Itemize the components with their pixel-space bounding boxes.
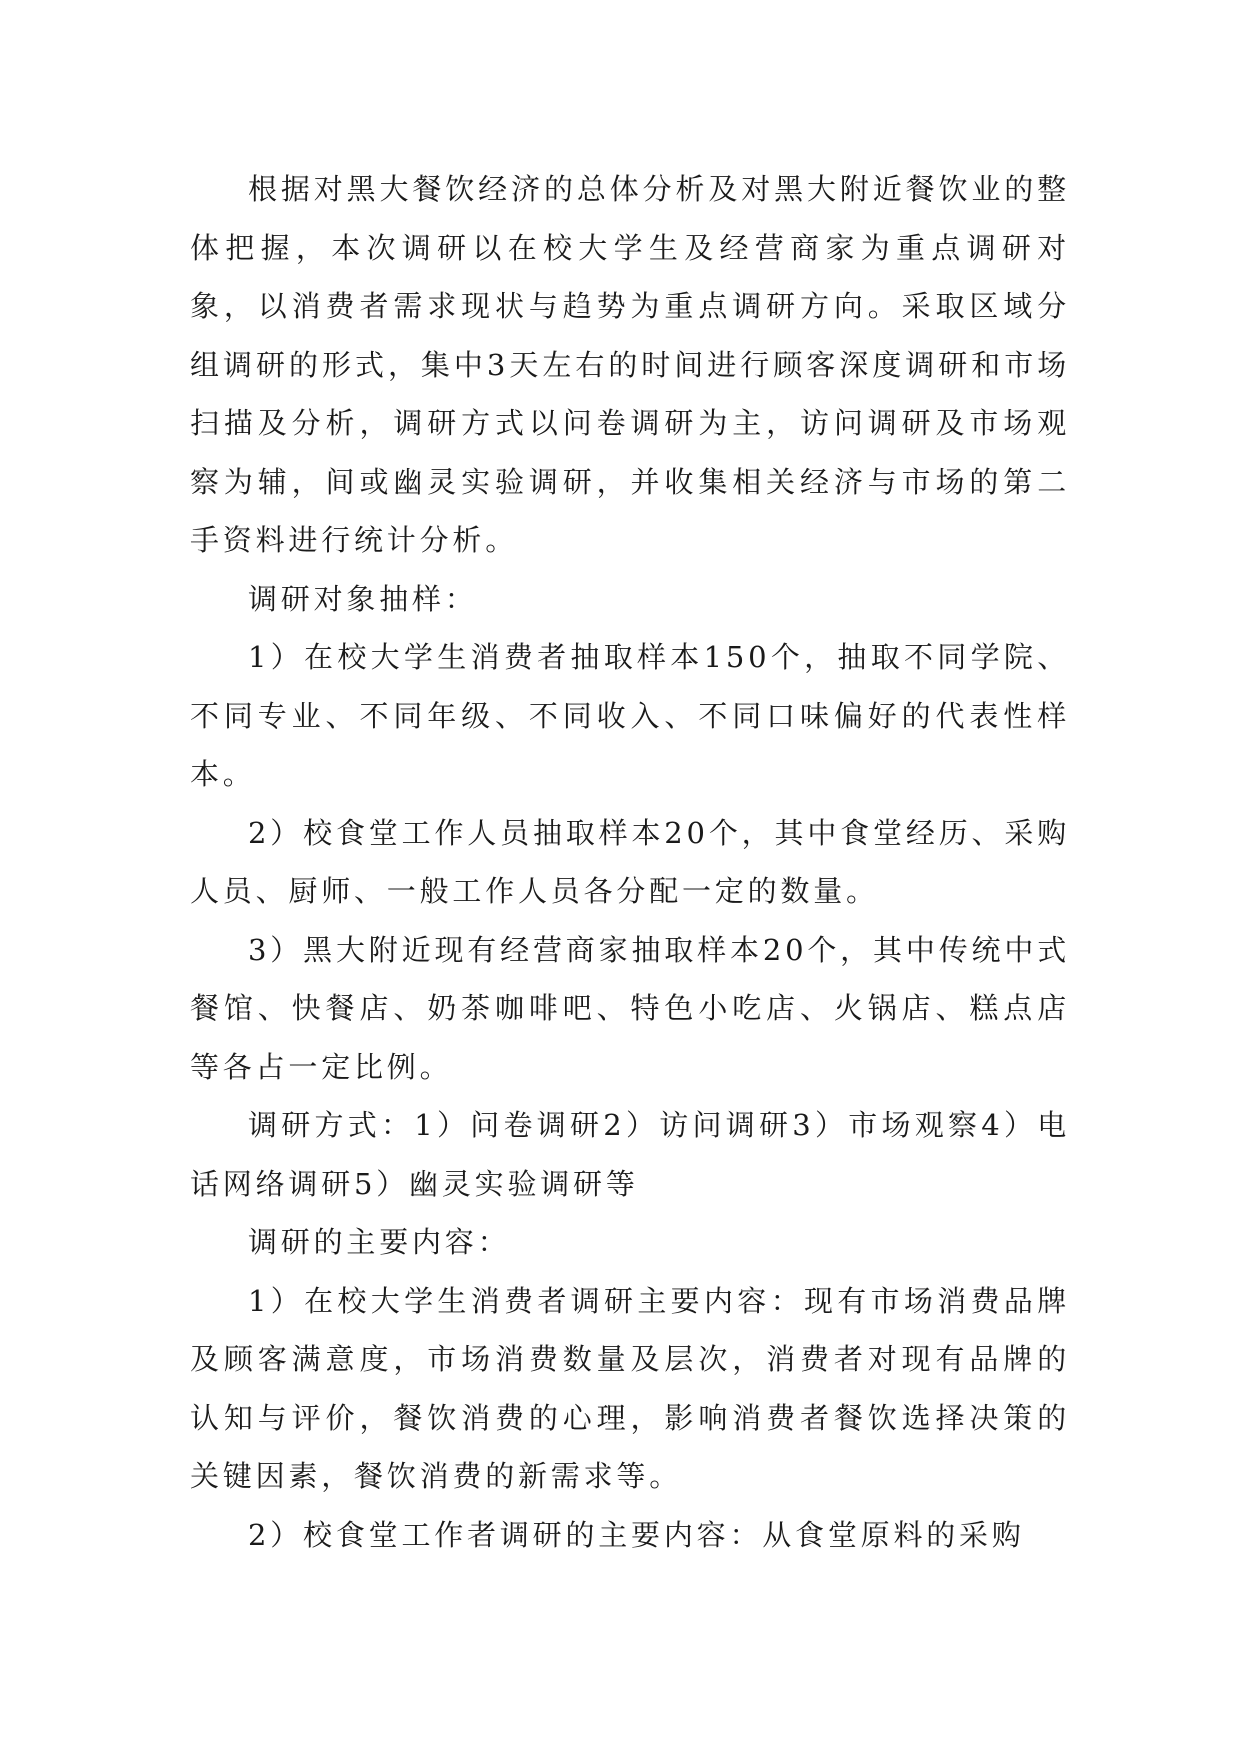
paragraph-methods: 调研方式：1）问卷调研2）访问调研3）市场观察4）电话网络调研5）幽灵实验调研等 [190, 1108, 1070, 1201]
paragraph-content-students: 1）在校大学生消费者调研主要内容：现有市场消费品牌及顾客满意度，市场消费数量及层次，消费者对现有品牌的认知与评价，餐饮消费的心理，影响消费者餐饮选择决策的关键因素，餐饮消费的新需求等。 [190, 1283, 1070, 1493]
paragraph-sample-merchants: 3）黑大附近现有经营商家抽取样本20个，其中传统中式餐馆、快餐店、奶茶咖啡吧、特色小吃店、火锅店、糕点店等各占一定比例。 [190, 932, 1070, 1084]
paragraph-content-heading: 调研的主要内容： [248, 1225, 511, 1259]
document-body [190, 160, 1070, 1564]
paragraph-sample-students: 1）在校大学生消费者抽取样本150个，抽取不同学院、不同专业、不同年级、不同收入、不同口味偏好的代表性样本。 [190, 640, 1070, 791]
paragraph-sampling-heading: 调研对象抽样： [248, 581, 478, 616]
paragraph-content-canteen: 2）校食堂工作者调研的主要内容：从食堂原料的采购 [248, 1517, 1025, 1552]
paragraph-sample-canteen: 2）校食堂工作人员抽取样本20个，其中食堂经历、采购人员、厨师、一般工作人员各分配一定的数量。 [190, 815, 1070, 908]
paragraph-intro: 根据对黑大餐饮经济的总体分析及对黑大附近餐饮业的整体把握，本次调研以在校大学生及经营商家为重点调研对象，以消费者需求现状与趋势为重点调研方向。采取区域分组调研的形式，集中3天左右的时间进行顾客深度调研和市场扫描及分析，调研方式以问卷调研为主，访问调研及市场观察为辅，间或幽灵实验调研，并收集相关经济与市场的第二手资料进行统计分析。 [190, 172, 1070, 557]
